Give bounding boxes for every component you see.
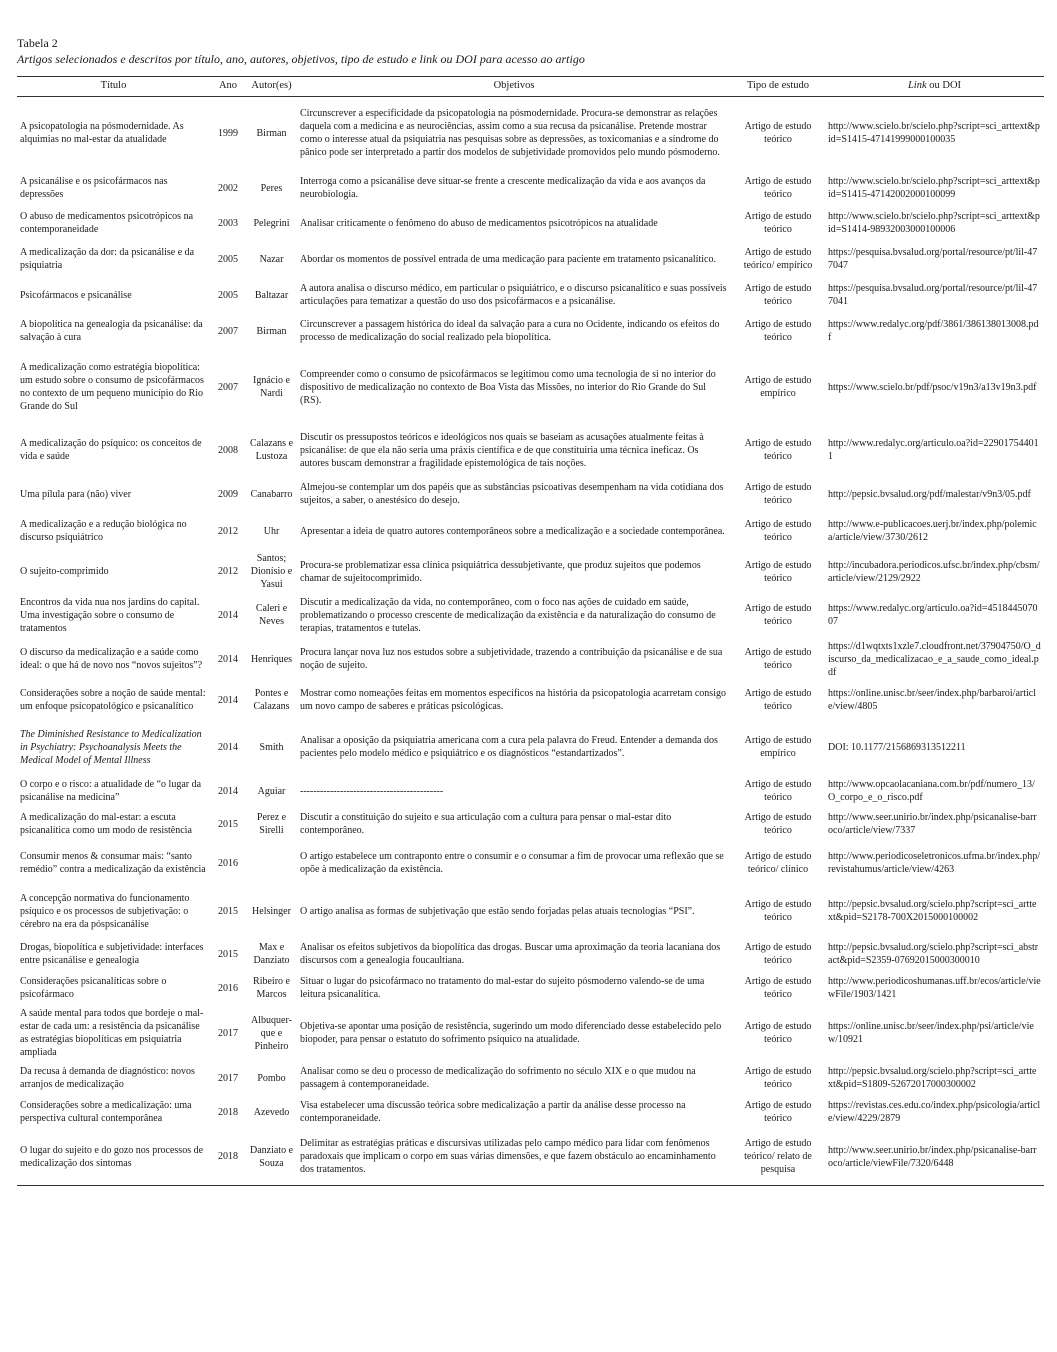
row-year: 2015 <box>218 905 238 917</box>
row-link: https://d1wqtxts1xzle7.cloudfront.net/37904750/O_discurso_da_medicalizacao_e_a_saude_como_ideal.pdf <box>828 640 1041 678</box>
table-row <box>17 206 1044 240</box>
row-authors: Smith <box>259 741 284 753</box>
row-title: A medicalização da dor: da psicanálise e da psiquiatria <box>20 247 195 272</box>
table-row <box>17 807 1044 841</box>
row-link: DOI: 10.1177/2156869313512211 <box>828 741 966 753</box>
row-objectives: Mostrar como nomeações feitas em momentos específicos na história da psicopatologia acarretam consigo um novo campo de saberes e práticas psicológicas. <box>300 688 726 713</box>
row-link: https://pesquisa.bvsalud.org/portal/resource/pt/lil-477041 <box>828 283 1038 308</box>
row-title: Da recusa à demanda de diagnóstico: novos arranjos de medicalização <box>20 1066 195 1091</box>
header-authors: Autor(es) <box>246 77 297 97</box>
header-link <box>825 77 1044 97</box>
table-row <box>17 841 1044 885</box>
row-title: O corpo e o risco: a atualidade de “o lugar da psicanálise na medicina” <box>20 779 202 804</box>
row-authors: Baltazar <box>254 289 289 301</box>
table-row <box>17 1129 1044 1185</box>
row-link: https://revistas.ces.edu.co/index.php/psicologia/article/view/4229/2879 <box>828 1100 1041 1125</box>
row-year: 2014 <box>218 609 238 621</box>
row-title: Psicofármacos e psicanálise <box>20 289 132 301</box>
table-row <box>17 424 1044 476</box>
row-study-type: Artigo de estudo empírico <box>744 735 812 760</box>
row-authors: Calazans e Lustoza <box>249 438 294 463</box>
table-row <box>17 885 1044 937</box>
row-year: 2017 <box>218 1027 238 1039</box>
row-authors <box>246 841 297 885</box>
table-row <box>17 350 1044 424</box>
row-study-type: Artigo de estudo teórico <box>744 1066 812 1091</box>
row-link: http://pepsic.bvsalud.org/pdf/malestar/v9n3/05.pdf <box>828 488 1031 500</box>
row-authors: Birman <box>256 127 287 139</box>
row-title: A psicanálise e os psicofármacos nas depressões <box>20 176 168 201</box>
row-link: http://pepsic.bvsalud.org/scielo.php?script=sci_arttext&pid=S1809-52672017000300002 <box>828 1066 1037 1091</box>
row-year: 2014 <box>218 694 238 706</box>
header-link-rest: ou DOI <box>926 80 962 91</box>
row-title: O sujeito-comprimido <box>20 566 109 578</box>
row-title: O abuso de medicamentos psicotrópicos na contemporaneidade <box>20 211 194 236</box>
row-objectives: Discutir a constituição do sujeito e sua articulação com a cultura para pensar o mal-estar dito contemporâneo. <box>300 812 672 837</box>
row-year: 2005 <box>218 289 238 301</box>
table-header-row <box>17 77 1044 97</box>
row-authors: Peres <box>260 182 283 194</box>
row-study-type: Artigo de estudo teórico <box>744 976 812 1001</box>
table-row <box>17 719 1044 775</box>
header-year: Ano <box>210 77 246 97</box>
table-row <box>17 550 1044 593</box>
table-row <box>17 312 1044 350</box>
row-link: http://www.e-publicacoes.uerj.br/index.php/polemica/article/view/3730/2612 <box>828 519 1037 544</box>
row-authors: Ribeiro e Marcos <box>253 976 290 1001</box>
row-objectives: Discutir os pressupostos teóricos e ideológicos nos quais se baseiam as acusações atualmente feitas à psicanálise: de que ela não seria uma práxis científica e de que constituiria uma técnica ineficaz. Os autores buscam demonstrar a fragilidade epistemológica de tais noções. <box>300 431 704 469</box>
row-objectives: Procura lançar nova luz nos estudos sobre a subjetividade, trazendo a contribuição da psicanálise e de sua noção de sujeito. <box>300 647 723 672</box>
header-title: Título <box>17 77 210 97</box>
articles-table <box>17 76 1044 1186</box>
row-title: Uma pílula para (não) viver <box>20 488 132 500</box>
table-row <box>17 775 1044 807</box>
row-study-type: Artigo de estudo teórico/ relato de pesquisa <box>731 1129 825 1185</box>
row-objectives: Analisar os efeitos subjetivos da biopolítica das drogas. Buscar uma aproximação da teoria lacaniana dos discursos com a genealogia foucaultiana. <box>300 942 721 967</box>
row-year: 2005 <box>218 253 238 265</box>
row-authors: Nazar <box>259 253 284 265</box>
row-study-type: Artigo de estudo teórico <box>744 812 812 837</box>
table-row <box>17 971 1044 1005</box>
header-objectives: Objetivos <box>297 77 731 97</box>
row-link: http://www.scielo.br/scielo.php?script=sci_arttext&pid=S1415-47141999000100035 <box>828 121 1040 146</box>
table-row <box>17 512 1044 550</box>
row-authors: Birman <box>256 325 287 337</box>
row-year: 2018 <box>218 1106 238 1118</box>
row-authors: Albuquer-que e Pinheiro <box>251 1014 292 1052</box>
row-year: 2014 <box>218 741 238 753</box>
table-row <box>17 278 1044 312</box>
row-link: http://www.opcaolacaniana.com.br/pdf/numero_13/O_corpo_e_o_risco.pdf <box>828 779 1035 804</box>
row-year: 2007 <box>218 325 238 337</box>
table-row <box>17 637 1044 681</box>
row-authors: Helsinger <box>252 905 291 917</box>
table-row <box>17 96 1044 170</box>
header-link-italic: Link <box>907 80 927 91</box>
row-study-type: Artigo de estudo teórico/ clínico <box>744 851 812 876</box>
row-authors: Ignácio e Nardi <box>253 375 290 400</box>
row-objectives: Compreender como o consumo de psicofármacos se legitimou como uma tecnologia de si no interior do dispositivo de medicalização no contexto de Boa Vista das Missões, no interior do Rio Grande do Sul (RS). <box>300 368 716 406</box>
row-link: http://www.periodicoseletronicos.ufma.br/index.php/revistahumus/article/view/4263 <box>828 851 1041 876</box>
row-title: O discurso da medicalização e a saúde como ideal: o que há de novo nos “novos sujeitos”? <box>20 647 203 672</box>
row-authors: Perez e Sirelli <box>256 812 287 837</box>
row-study-type: Artigo de estudo teórico <box>744 779 812 804</box>
row-year: 2016 <box>218 982 238 994</box>
row-objectives: Analisar criticamente o fenômeno do abuso de medicamentos psicotrópicos na atualidade <box>300 217 658 229</box>
row-title: A medicalização e a redução biológica no discurso psiquiátrico <box>20 519 187 544</box>
row-title: A concepção normativa do funcionamento psíquico e os processos de subjetivação: o cérebro na era da póspsicanálise <box>20 892 190 930</box>
row-link: https://online.unisc.br/seer/index.php/psi/article/view/10921 <box>828 1021 1034 1046</box>
row-study-type: Artigo de estudo teórico <box>744 438 812 463</box>
row-study-type: Artigo de estudo teórico <box>744 1100 812 1125</box>
row-link: http://pepsic.bvsalud.org/scielo.php?script=sci_abstract&pid=S2359-07692015000300010 <box>828 942 1039 967</box>
row-study-type: Artigo de estudo teórico <box>744 211 812 236</box>
table-row <box>17 681 1044 719</box>
row-link: http://www.scielo.br/scielo.php?script=sci_arttext&pid=S1414-98932003000100006 <box>828 211 1040 236</box>
row-study-type: Artigo de estudo teórico <box>744 899 812 924</box>
row-objectives: Situar o lugar do psicofármaco no tratamento do mal-estar do sujeito pósmoderno valendo-se de uma leitura psicanalítica. <box>300 976 705 1001</box>
row-title: Considerações sobre a noção de saúde mental: um enfoque psicopatológico e psicanalítico <box>20 688 206 713</box>
table-row <box>17 170 1044 206</box>
table-row <box>17 937 1044 971</box>
table-row <box>17 240 1044 278</box>
row-title: O lugar do sujeito e do gozo nos processos de medicalização dos sintomas <box>17 1129 210 1185</box>
table-row <box>17 476 1044 512</box>
row-objectives: Objetiva-se apontar uma posição de resistência, sugerindo um modo diferenciado desse estabelecido pelo biopoder, para pensar o estatuto do sofrimento psíquico na atualidade. <box>300 1021 722 1046</box>
row-study-type: Artigo de estudo teórico <box>744 688 812 713</box>
row-study-type: Artigo de estudo teórico <box>744 519 812 544</box>
row-year: 2017 <box>218 1072 238 1084</box>
row-study-type: Artigo de estudo teórico <box>744 1021 812 1046</box>
row-link: https://pesquisa.bvsalud.org/portal/resource/pt/lil-477047 <box>828 247 1038 272</box>
row-authors: Henriques <box>250 653 293 665</box>
row-objectives: Procura-se problematizar essa clínica psiquiátrica dessubjetivante, que produz sujeitos que podemos chamar de sujeitocomprimido. <box>300 559 701 584</box>
row-link: http://www.seer.unirio.br/index.php/psicanalise-barroco/article/viewFile/7320/6448 <box>825 1129 1044 1185</box>
row-title: Considerações psicanalíticas sobre o psicofármaco <box>20 976 167 1001</box>
row-title: A medicalização do psíquico: os conceitos de vida e saúde <box>20 438 202 463</box>
row-year: 2007 <box>218 381 238 393</box>
row-authors: Max e Danziato <box>253 942 290 967</box>
row-title: Drogas, biopolítica e subjetividade: interfaces entre psicanálise e genealogia <box>20 942 204 967</box>
table-row <box>17 1095 1044 1129</box>
articles-table-wrapper <box>17 76 1044 1186</box>
row-title: The Diminished Resistance to Medicalization in Psychiatry: Psychoanalysis Meets the Medical Model of Mental Illness <box>20 728 202 766</box>
row-authors: Uhr <box>263 525 280 537</box>
row-link: http://www.periodicoshumanas.uff.br/ecos/article/viewFile/1903/1421 <box>828 976 1041 1001</box>
row-study-type: Artigo de estudo empírico <box>744 375 812 400</box>
row-study-type: Artigo de estudo teórico <box>744 647 812 672</box>
row-title: A psicopatologia na pósmodernidade. As alquimias no mal-estar da atualidade <box>20 121 184 146</box>
row-study-type: Artigo de estudo teórico <box>744 319 812 344</box>
row-link: http://www.redalyc.org/articulo.oa?id=229017544011 <box>828 438 1039 463</box>
row-objectives: Circunscrever a especificidade da psicopatologia na pósmodernidade. Procura-se demonstrar as relações daquela com a medicina e as neurociências, assim como a sua recusa da psicanálise. Pretende mostrar como o interesse atual da psiquiatria nas pesquisas sobre as depressões, as toxicomanias e a síndrome do pânico pode ser interpretado a partir dos modelos de subjetividade promovidos pelo mundo pósmoderno. <box>300 108 720 159</box>
row-year: 2009 <box>218 488 238 500</box>
row-title: Considerações sobre a medicalização: uma perspectiva cultural contemporânea <box>20 1100 192 1125</box>
row-title: A medicalização como estratégia biopolítica: um estudo sobre o consumo de psicofármacos no contexto de um pequeno município do Rio Grande do Sul <box>20 362 204 413</box>
table-row <box>17 1061 1044 1095</box>
row-study-type: Artigo de estudo teórico <box>744 942 812 967</box>
header-study-type: Tipo de estudo <box>731 77 825 97</box>
row-authors: Canabarro <box>250 488 293 500</box>
row-authors: Aguiar <box>257 785 286 797</box>
table-row <box>17 593 1044 637</box>
row-objectives: Abordar os momentos de possível entrada de uma medicação para paciente em tratamento psicanalítico. <box>300 253 716 265</box>
row-study-type: Artigo de estudo teórico/ empírico <box>743 247 813 272</box>
row-link: http://incubadora.periodicos.ufsc.br/index.php/cbsm/article/view/2129/2922 <box>828 559 1040 584</box>
row-link: http://www.seer.unirio.br/index.php/psicanalise-barroco/article/view/7337 <box>828 812 1037 837</box>
row-link: https://online.unisc.br/seer/index.php/barbaroi/article/view/4805 <box>828 688 1037 713</box>
row-objectives: Apresentar a ideia de quatro autores contemporâneos sobre a medicalização e a sociedade contemporânea. <box>300 525 725 537</box>
table-number: Tabela 2 <box>17 36 58 50</box>
row-objectives: ------------------------------------------- <box>300 785 444 797</box>
row-title: A biopolítica na genealogia da psicanálise: da salvação à cura <box>20 319 203 344</box>
row-link: https://www.redalyc.org/articulo.oa?id=451844507007 <box>828 603 1038 628</box>
row-link: https://www.scielo.br/pdf/psoc/v19n3/a13v19n3.pdf <box>828 381 1037 393</box>
row-year: 2014 <box>218 785 238 797</box>
row-objectives: Almejou-se contemplar um dos papéis que as substâncias psicoativas desempenham na vida cotidiana dos sujeitos, a saber, o anestésico do desejo. <box>300 482 724 507</box>
row-authors: Santos; Dionísio e Yasui <box>250 553 293 591</box>
row-study-type: Artigo de estudo teórico <box>744 121 812 146</box>
row-title: Consumir menos & consumar mais: “santo remédio” contra a medicalização da existência <box>20 851 206 876</box>
row-authors: Pombo <box>257 1072 286 1084</box>
row-link: https://www.redalyc.org/pdf/3861/386138013008.pdf <box>828 319 1039 344</box>
row-objectives: O artigo estabelece um contraponto entre o consumir e o consumar a fim de provocar uma reflexão que se opõe à medicalização da existência. <box>300 851 724 876</box>
row-study-type: Artigo de estudo teórico <box>744 559 812 584</box>
row-link: http://pepsic.bvsalud.org/scielo.php?script=sci_arttext&pid=S2178-700X2015000100002 <box>828 899 1037 924</box>
row-study-type: Artigo de estudo teórico <box>744 283 812 308</box>
row-objectives: A autora analisa o discurso médico, em particular o psiquiátrico, e o discurso psicanalítico e suas possíveis articulações para tematizar a questão do uso dos psicofármacos e a psicanálise. <box>300 283 727 308</box>
row-objectives: Analisar como se deu o processo de medicalização do sofrimento no século XIX e o que mudou na passagem à contemporaneidade. <box>300 1066 696 1091</box>
row-authors: Caleri e Neves <box>255 603 288 628</box>
row-year: 1999 <box>218 127 238 139</box>
row-authors: Pontes e Calazans <box>253 688 290 713</box>
row-objectives: O artigo analisa as formas de subjetivação que estão sendo forjadas pelas atuais tecnologias “PSI”. <box>300 905 695 917</box>
row-year: 2012 <box>218 566 238 578</box>
row-year: 2008 <box>218 444 238 456</box>
row-year: 2015 <box>218 948 238 960</box>
table-body <box>17 96 1044 1185</box>
row-authors: Danziato e Souza <box>246 1129 297 1185</box>
row-study-type: Artigo de estudo teórico <box>744 603 812 628</box>
row-year: 2015 <box>218 818 238 830</box>
row-objectives: Discutir a medicalização da vida, no contemporâneo, com o foco nas ações de cuidado em saúde, problematizando o processo crescente de medicalização da existência e da naturalização do consumo de terapias, tratamentos e tutelas. <box>300 596 716 634</box>
row-objectives: Analisar a oposição da psiquiatria americana com a cura pela palavra do Freud. Entender a demanda dos pacientes pelo modelo médico e psiquiátrico e os diagnósticos “estandartizados”. <box>300 735 718 760</box>
row-year: 2003 <box>218 217 238 229</box>
row-year: 2018 <box>210 1129 246 1185</box>
row-objectives: Circunscrever a passagem histórica do ideal da salvação para a cura no Ocidente, indicando os efeitos do processo de medicalização do social realizado pela biopolítica. <box>300 319 720 344</box>
row-authors: Pelegrini <box>253 217 290 229</box>
row-year: 2014 <box>218 653 238 665</box>
row-study-type: Artigo de estudo teórico <box>744 176 812 201</box>
table-caption: Artigos selecionados e descritos por título, ano, autores, objetivos, tipo de estudo e link ou DOI para acesso ao artigo <box>17 52 585 66</box>
row-title: Encontros da vida nua nos jardins do capital. Uma investigação sobre o consumo de tratamentos <box>20 596 200 634</box>
row-year: 2016 <box>218 857 238 869</box>
row-objectives: Visa estabelecer uma discussão teórica sobre medicalização a partir da análise desse processo na contemporaneidade. <box>300 1100 686 1125</box>
row-title: A medicalização do mal-estar: a escuta psicanalítica como um modo de resistência <box>20 812 192 837</box>
row-objectives: Delimitar as estratégias práticas e discursivas utilizadas pelo campo médico para lidar com fenômenos paradoxais que implicam o corpo em suas várias dimensões, e que fazem obstáculo ao encaminhamento dos tratamentos. <box>297 1129 731 1185</box>
row-year: 2012 <box>218 525 238 537</box>
row-objectives: Interroga como a psicanálise deve situar-se frente a crescente medicalização da vida e aos avanços da neurobiologia. <box>300 176 706 201</box>
row-year: 2002 <box>218 182 238 194</box>
row-title: A saúde mental para todos que bordeje o mal-estar de cada um: a resistência da psicanálise as estratégias biopolíticas em psiquiatria ampliada <box>20 1008 204 1059</box>
row-link: http://www.scielo.br/scielo.php?script=sci_arttext&pid=S1415-47142002000100099 <box>828 176 1040 201</box>
row-authors: Azevedo <box>253 1106 290 1118</box>
table-row <box>17 1005 1044 1061</box>
row-study-type: Artigo de estudo teórico <box>744 482 812 507</box>
